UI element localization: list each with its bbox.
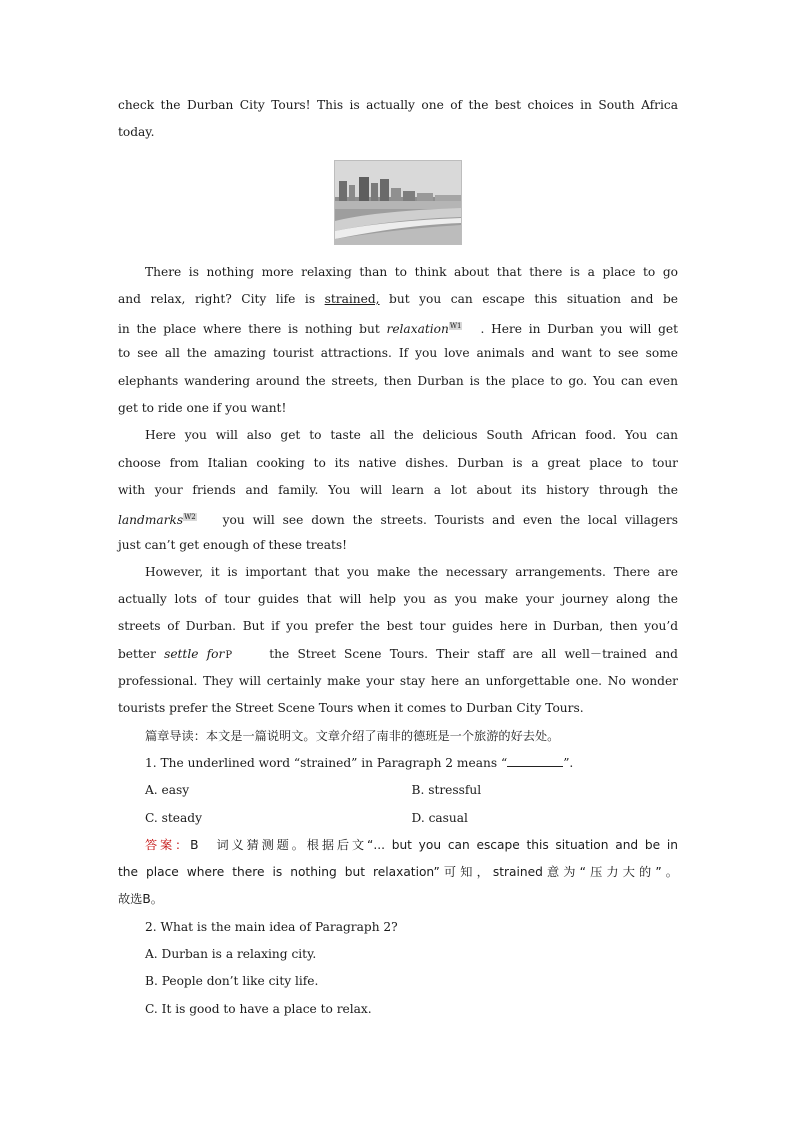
- answer-label: 答案：: [145, 837, 191, 852]
- p1-line-1: There is nothing more relaxing than to think about that there is a place to go: [145, 264, 678, 279]
- intro-line-2: today.: [118, 125, 155, 140]
- answer-1-text: B 词义猜测题。根据后文“... but you can escape this situation and be in: [190, 837, 678, 852]
- p3-text: better: [118, 646, 165, 661]
- q1-option-a: A. easy: [145, 783, 190, 798]
- p3-line-2: actually lots of tour guides that will help you as you make your journey along the: [118, 592, 678, 607]
- passage-guide: 篇章导读：本文是一篇说明文。文章介绍了南非的德班是一个旅游的好去处。: [145, 728, 560, 743]
- p2-line-3: with your friends and family. You will learn a lot about its history through the: [118, 482, 678, 497]
- q1-options-row-2: [118, 805, 678, 832]
- p1-line-3: [118, 313, 678, 340]
- p1-line-2: [118, 286, 678, 313]
- answer-1-line-3: 故选B。: [118, 892, 163, 907]
- document-page: [118, 92, 678, 1023]
- intro-line-1: check the Durban City Tours! This is actually one of the best choices in South Africa: [118, 98, 678, 112]
- durban-beach-photo: [334, 160, 462, 245]
- question-2-stem: 2. What is the main idea of Paragraph 2?: [145, 919, 398, 934]
- vocab-relaxation: relaxation: [386, 322, 449, 337]
- q1-option-b: B. stressful: [411, 783, 482, 798]
- p2-line-2: choose from Italian cooking to its native dishes. Durban is a great place to tour: [118, 455, 678, 470]
- q1-option-c: C. steady: [145, 810, 202, 825]
- answer-1-line-2: the place where there is nothing but relaxation”可知，strained意为“压力大的”。: [118, 865, 678, 880]
- vocab-tag-w2: W2: [184, 513, 196, 522]
- q2-option-a: A. Durban is a relaxing city.: [145, 947, 317, 962]
- p1-line-6: get to ride one if you want!: [118, 401, 287, 416]
- q1-option-d: D. casual: [411, 810, 468, 825]
- p1-text: in the place where there is nothing but: [118, 322, 387, 337]
- p3-line-4: [118, 641, 678, 668]
- question-1-stem: [118, 750, 678, 777]
- q1-stem-text: 1. The underlined word “strained” in Paragraph 2 means “: [145, 755, 508, 770]
- vocab-tag-p: P: [225, 649, 233, 661]
- p3-line-5: professional. They will certainly make your stay here an unforgettable one. No wonder: [118, 674, 678, 689]
- underlined-word-strained: strained,: [324, 291, 380, 306]
- p1-text: but you can escape this situation and be: [379, 291, 678, 306]
- q2-option-b: B. People don’t like city life.: [145, 974, 319, 989]
- p1-line-5: elephants wandering around the streets, then Durban is the place to go. You can even: [118, 373, 678, 388]
- p3-line-1: However, it is important that you make the necessary arrangements. There are: [145, 564, 678, 579]
- p2-line-1: Here you will also get to taste all the delicious South African food. You can: [145, 428, 678, 443]
- p2-text: you will see down the streets. Tourists and even the local villagers: [214, 513, 678, 528]
- vocab-landmarks: landmarks: [118, 513, 184, 528]
- p1-text: . Here in Durban you will get: [480, 322, 679, 337]
- p3-line-3: streets of Durban. But if you prefer the best tour guides here in Durban, then you’d: [118, 619, 678, 634]
- p3-text: the Street Scene Tours. Their staff are all well－trained and: [261, 646, 678, 661]
- q2-option-c: C. It is good to have a place to relax.: [145, 1001, 372, 1016]
- p2-line-4: [118, 504, 678, 531]
- p3-line-6: tourists prefer the Street Scene Tours when it comes to Durban City Tours.: [118, 701, 584, 716]
- p1-line-4: to see all the amazing tourist attractions. If you love animals and want to see some: [118, 346, 678, 361]
- p1-text: and relax, right? City life is: [118, 291, 325, 306]
- vocab-tag-w1: W1: [449, 322, 462, 331]
- beach-skyline-image: [335, 161, 461, 244]
- p2-line-5: just can’t get enough of these treats!: [118, 537, 348, 552]
- q1-blank: [507, 755, 563, 767]
- vocab-settle-for: settle for: [164, 646, 225, 661]
- photo-container: [118, 160, 678, 245]
- answer-1-line-1: [118, 832, 678, 859]
- q1-options-row-1: [118, 777, 678, 804]
- q1-stem-end: ”.: [563, 755, 574, 770]
